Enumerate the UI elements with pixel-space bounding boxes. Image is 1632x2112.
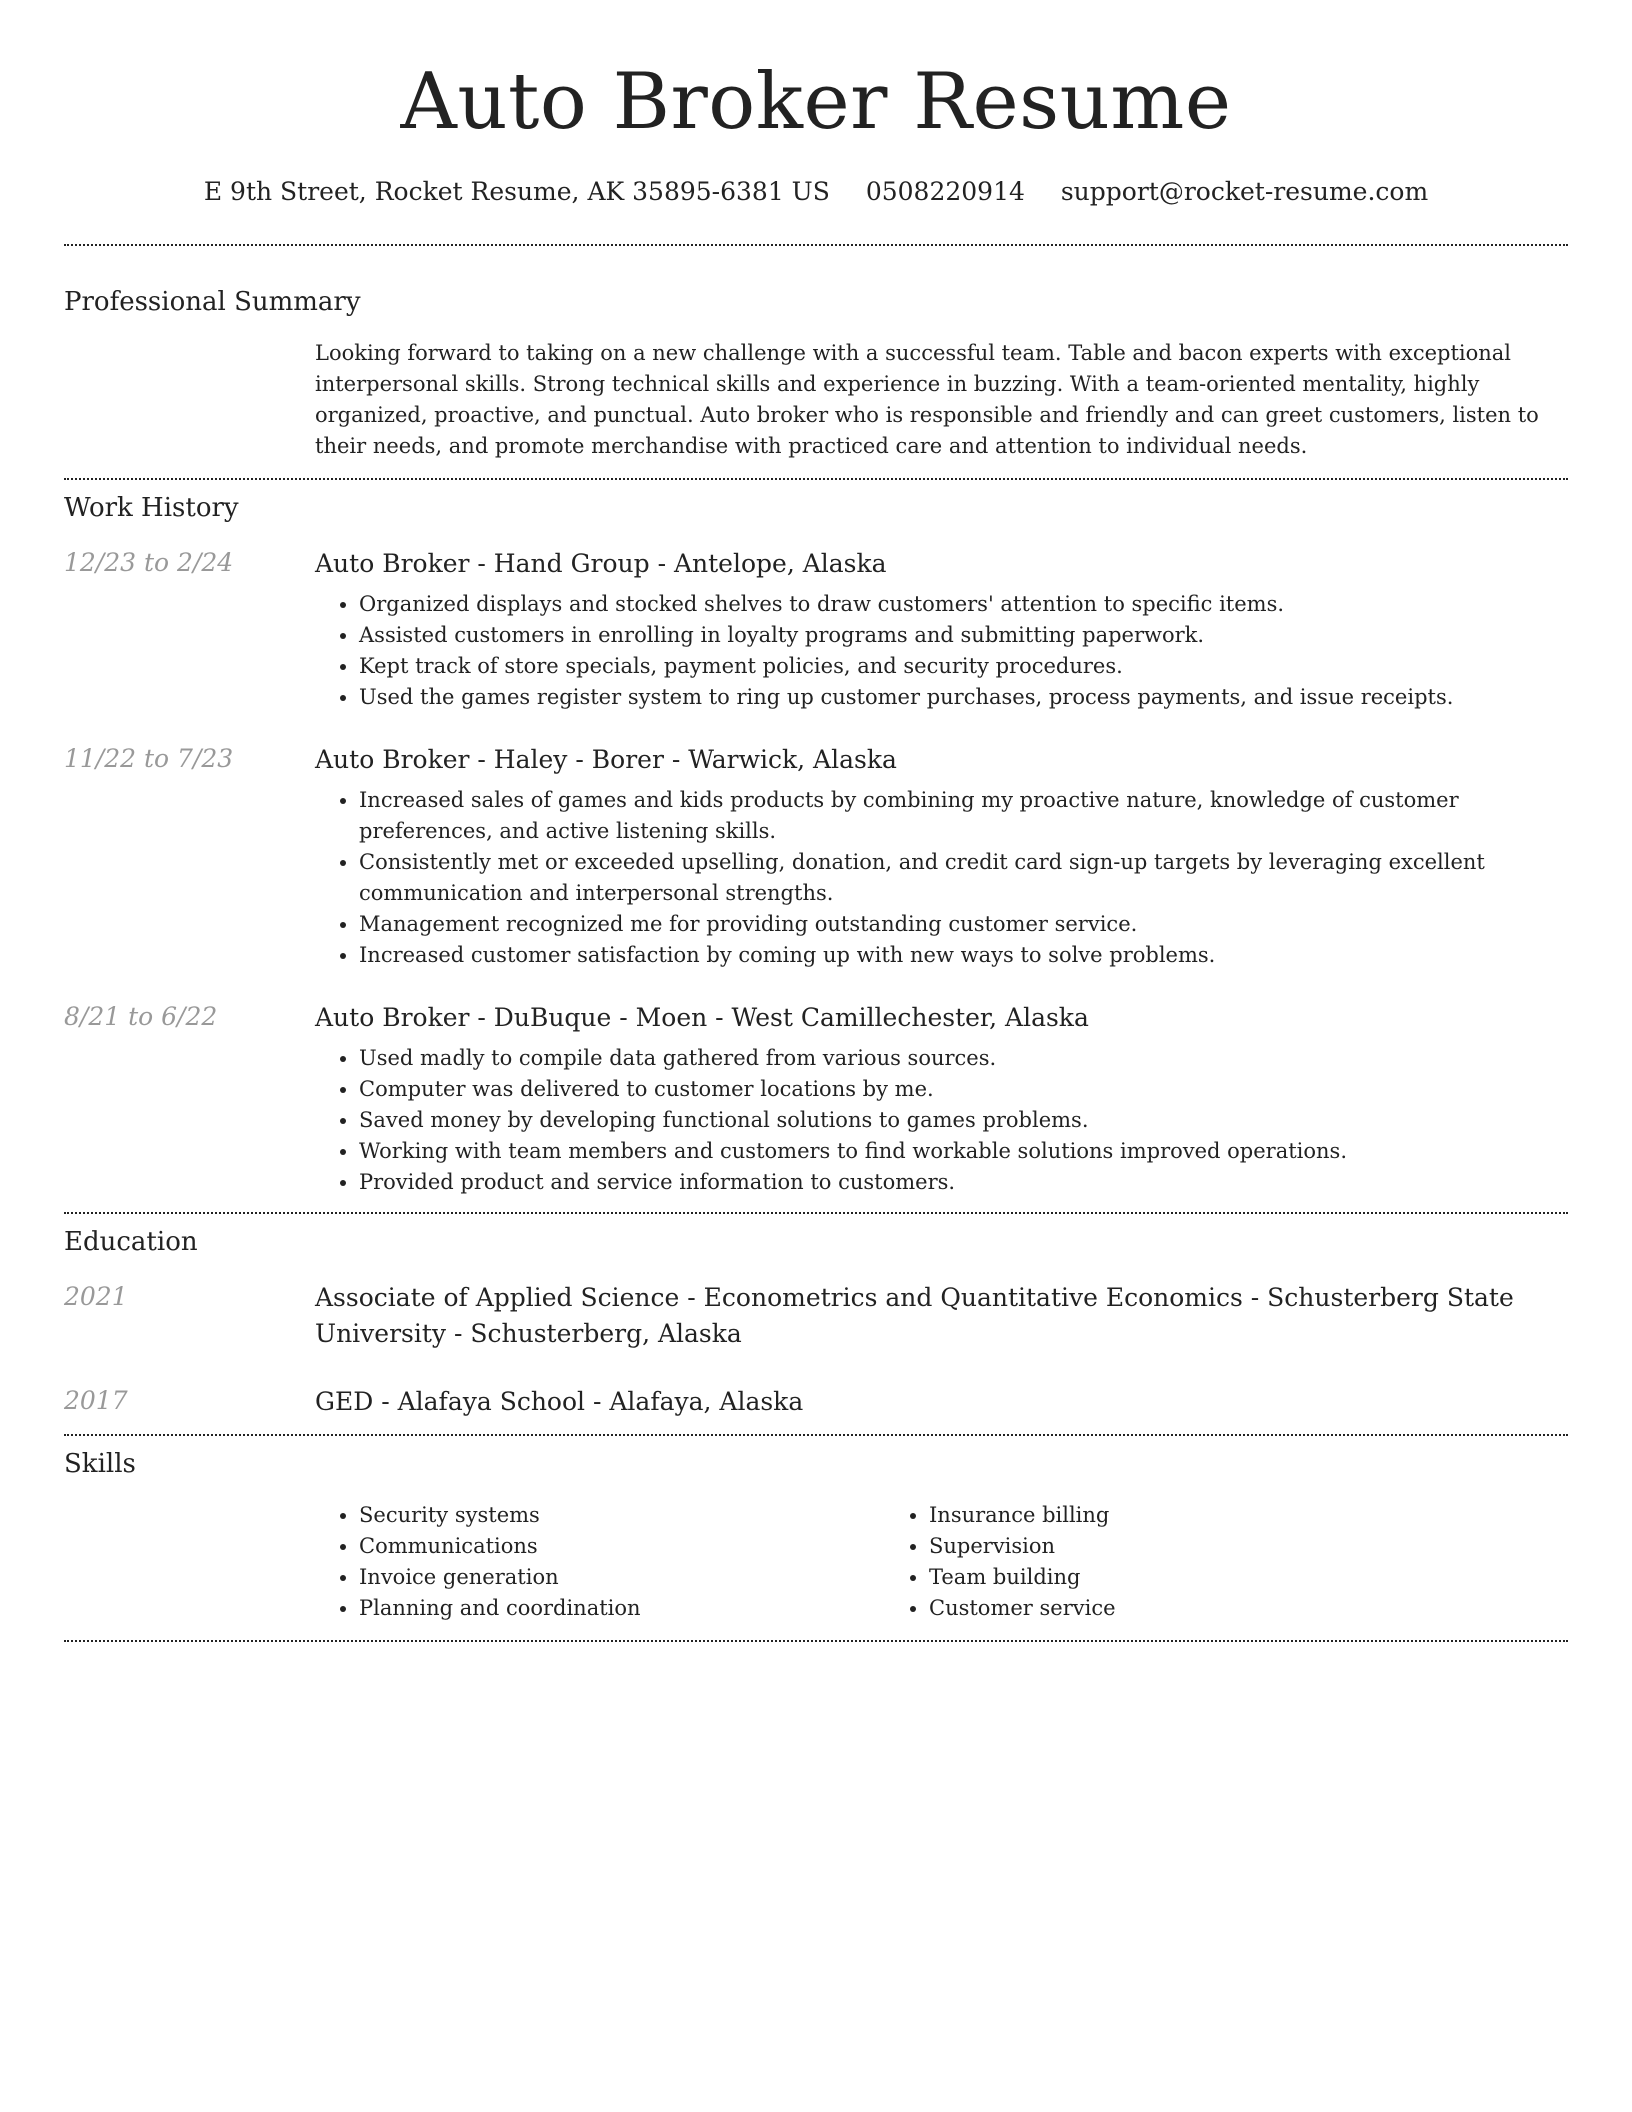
contact-line [64,174,1568,210]
contact-email: support@rocket-resume.com [1060,177,1429,206]
section-heading-skills: Skills [64,1449,136,1479]
list-item: • Insurance billing [929,1500,1455,1531]
work-history-section [64,480,1568,1198]
list-item: • Security systems [359,1500,885,1531]
list-item: • Invoice generation [359,1562,885,1593]
skills-column-1 [315,1500,885,1624]
list-item: • Organized displays and stocked shelves to draw customers' attention to specific items. [359,589,1568,620]
job-title: Auto Broker - DuBuque - Moen - West Camillechester, Alaska [315,1003,1089,1032]
job-dates: 8/21 to 6/22 [64,1002,218,1031]
list-item: • Used the games register system to ring up customer purchases, process payments, and issue receipts. [359,682,1568,713]
education-title: GED - Alafaya School - Alafaya, Alaska [315,1387,804,1416]
job-entry [64,546,1568,713]
list-item: • Computer was delivered to customer locations by me. [359,1074,1568,1105]
job-bullets [315,785,1568,971]
job-dates: 12/23 to 2/24 [64,548,234,577]
list-item: • Supervision [929,1531,1455,1562]
list-item: • Increased customer satisfaction by coming up with new ways to solve problems. [359,940,1568,971]
list-item: • Customer service [929,1593,1455,1624]
education-entry [64,1280,1568,1352]
section-heading-education: Education [64,1227,198,1257]
job-title: Auto Broker - Hand Group - Antelope, Alaska [315,549,887,578]
list-item: • Working with team members and customers to find workable solutions improved operations. [359,1136,1568,1167]
summary-text: Looking forward to taking on a new challenge with a successful team. Table and bacon experts with exceptional interpersonal skills. Strong technical skills and experience in buzzing. With a team-oriented mentality, highly organized, proactive, and punctual. Auto broker who is responsible and friendly and can greet customers, listen to their needs, and promote merchandise with practiced care and attention to individual needs. [315,341,1539,458]
contact-phone: 0508220914 [865,177,1025,206]
job-entry [64,742,1568,971]
list-item: • Management recognized me for providing outstanding customer service. [359,909,1568,940]
education-year: 2021 [64,1282,128,1311]
section-heading-summary: Professional Summary [64,287,361,317]
resume-title: Auto Broker Resume [400,57,1232,147]
divider [64,1640,1568,1642]
list-item: • Communications [359,1531,885,1562]
list-item: • Used madly to compile data gathered from various sources. [359,1043,1568,1074]
job-bullets [315,589,1568,713]
list-item: • Team building [929,1562,1455,1593]
list-item: • Provided product and service information to customers. [359,1167,1568,1198]
list-item: • Increased sales of games and kids products by combining my proactive nature, knowledge of customer preferences, and active listening skills. [359,785,1568,847]
skills-section [64,1436,1568,1624]
job-title: Auto Broker - Haley - Borer - Warwick, Alaska [315,745,897,774]
job-entry [64,1000,1568,1198]
education-section [64,1214,1568,1420]
list-item: • Assisted customers in enrolling in loyalty programs and submitting paperwork. [359,620,1568,651]
education-year: 2017 [64,1386,128,1415]
education-entry [64,1384,1568,1420]
contact-address: E 9th Street, Rocket Resume, AK 35895-6381 US [203,177,830,206]
list-item: • Kept track of store specials, payment policies, and security procedures. [359,651,1568,682]
job-dates: 11/22 to 7/23 [64,744,234,773]
skills-list [315,1500,1568,1624]
summary-section [64,246,1568,462]
list-item: • Consistently met or exceeded upselling, donation, and credit card sign-up targets by leveraging excellent communication and interpersonal strengths. [359,847,1568,909]
education-title: Associate of Applied Science - Econometrics and Quantitative Economics - Schusterberg State University - Schusterberg, Alaska [315,1283,1514,1348]
list-item: • Planning and coordination [359,1593,885,1624]
section-heading-work: Work History [64,493,239,523]
job-bullets [315,1043,1568,1198]
list-item: • Saved money by developing functional solutions to games problems. [359,1105,1568,1136]
skills-column-2 [885,1500,1455,1624]
